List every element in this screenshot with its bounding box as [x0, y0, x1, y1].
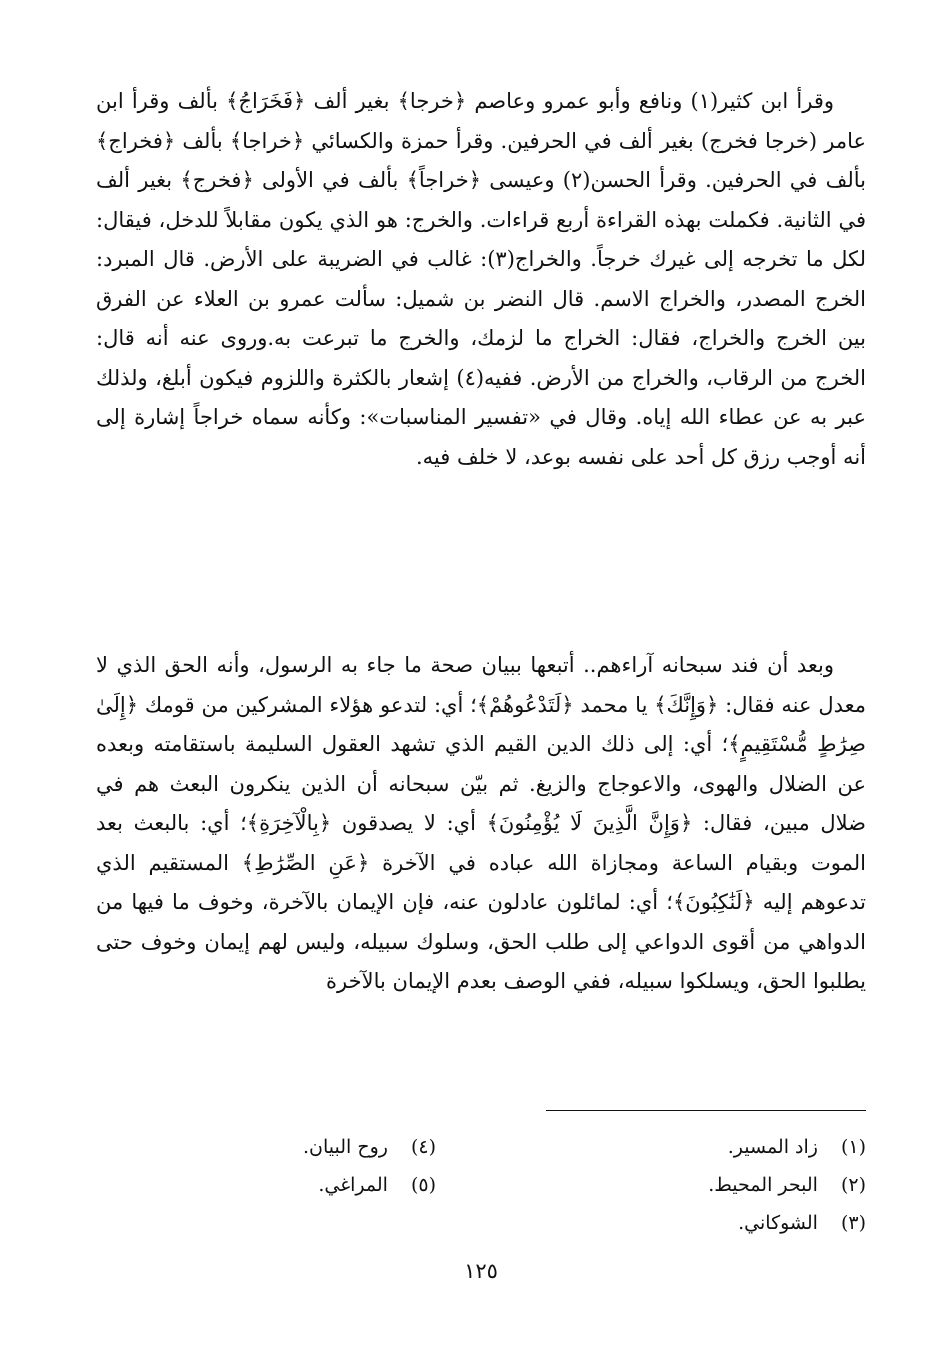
footnote-item — [536, 1128, 866, 1166]
body-paragraph-1 — [96, 82, 866, 477]
footnotes-column-right — [536, 1128, 866, 1242]
page-number: ١٢٥ — [464, 1259, 498, 1283]
footnote-text: روح البيان. — [302, 1136, 388, 1158]
footnote-text: الشوكاني. — [738, 1212, 818, 1234]
footnote-separator — [546, 1110, 866, 1111]
paragraph-text: وقرأ ابن كثير(١) ونافع وأبو عمرو وعاصم ﴿خرجا﴾ بغير ألف ﴿فَخَرَاجُ﴾ بألف وقرأ ابن عامر (خرجا فخرج) بغير ألف في الحرفين. وقرأ حمزة والكسائي ﴿خراجا﴾ بألف ﴿فخراج﴾ بألف في الحرفين. وقرأ الحسن(٢) وعيسى ﴿خراجاً﴾ بألف في الأولى ﴿فخرج﴾ بغير ألف في الثانية. فكملت بهذه القراءة أربع قراءات. والخرج: هو الذي يكون مقابلاً للدخل، فيقال: لكل ما تخرجه إلى غيرك خرجاً. والخراج(٣): غالب في الضريبة على الأرض. قال المبرد: الخرج المصدر، والخراج الاسم. قال النضر بن شميل: سألت عمرو بن العلاء عن الفرق بين الخرج والخراج، فقال: الخراج ما لزمك، والخرج ما تبرعت به.وروى عنه أنه قال: الخرج من الرقاب، والخراج من الأرض. ففيه(٤) إشعار بالكثرة واللزوم فيكون أبلغ، ولذلك عبر به عن عطاء الله إياه. وقال في «تفسير المناسبات»: وكأنه سماه خراجاً إشارة إلى أنه أوجب رزق كل أحد على نفسه بوعد، لا خلف فيه. — [96, 89, 866, 469]
footnote-number: (٥) — [410, 1174, 436, 1196]
footnote-item — [106, 1128, 436, 1166]
footnote-number: (٣) — [840, 1212, 866, 1234]
footnote-number: (٤) — [410, 1136, 436, 1158]
footnote-text: المراغي. — [318, 1174, 388, 1196]
footnote-item — [106, 1166, 436, 1204]
paragraph-text: وبعد أن فند سبحانه آراءهم.. أتبعها ببيان صحة ما جاء به الرسول، وأنه الحق الذي لا معدل عنه فقال: ﴿وَإِنَّكَ﴾ يا محمد ﴿لَتَدْعُوهُمْ﴾؛ أي: لتدعو هؤلاء المشركين من قومك ﴿إِلَىٰ صِرَٰطٍ مُّسْتَقِيمٍ﴾؛ أي: إلى ذلك الدين القيم الذي تشهد العقول السليمة باستقامته وبعده عن الضلال والهوى، والاعوجاج والزيغ. ثم بيّن سبحانه أن الذين ينكرون البعث هم في ضلال مبين، فقال: ﴿وَإِنَّ الَّذِينَ لَا يُؤْمِنُونَ﴾ أي: لا يصدقون ﴿بِالْآخِرَةِ﴾؛ أي: بالبعث بعد الموت وبقيام الساعة ومجازاة الله عباده في الآخرة ﴿عَنِ الصِّرَٰطِ﴾ المستقيم الذي تدعوهم إليه ﴿لَنَٰكِبُونَ﴾؛ أي: لمائلون عادلون عنه، فإن الإيمان بالآخرة، وخوف ما فيها من الدواهي من أقوى الدواعي إلى طلب الحق، وسلوك سبيله، وليس لهم إيمان وخوف حتى يطلبوا الحق، ويسلكوا سبيله، ففي الوصف بعدم الإيمان بالآخرة — [96, 653, 866, 993]
footnote-item — [536, 1166, 866, 1204]
footnotes-column-left — [106, 1128, 436, 1204]
footnote-text: زاد المسير. — [727, 1136, 818, 1158]
footnote-number: (١) — [840, 1136, 866, 1158]
footnote-item — [536, 1204, 866, 1242]
footnote-text: البحر المحيط. — [708, 1174, 818, 1196]
book-page — [96, 0, 866, 1369]
footnote-number: (٢) — [840, 1174, 866, 1196]
body-paragraph-2 — [96, 646, 866, 1002]
